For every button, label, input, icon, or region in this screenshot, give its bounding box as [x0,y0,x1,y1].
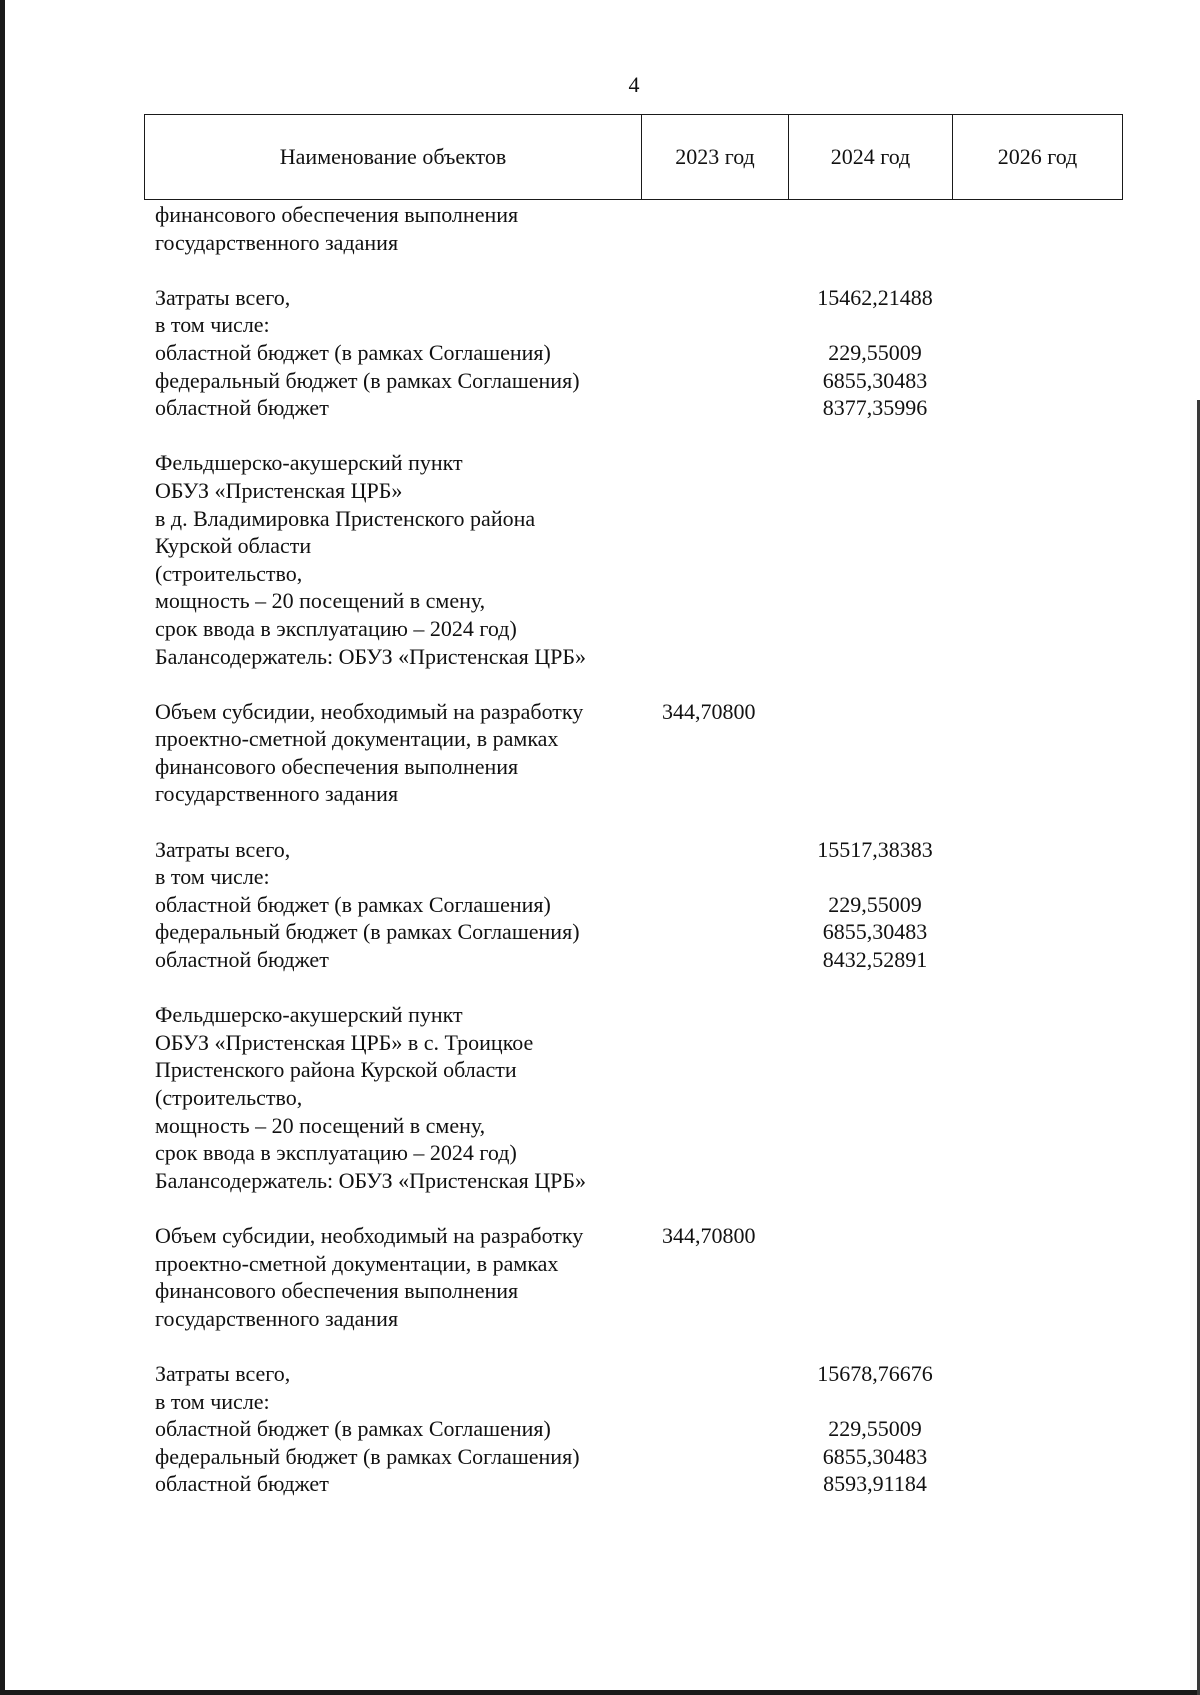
table-row [155,339,1155,367]
table-row [155,311,1155,339]
header-col-2024: 2024 год [789,115,953,199]
row-name: федеральный бюджет (в рамках Соглашения) [155,1443,580,1469]
table-row [155,532,1155,560]
table-row [155,1277,1155,1305]
row-value-2023: 344,70800 [662,698,756,724]
table-row [155,587,1155,615]
row-name: государственного задания [155,229,399,255]
scan-edge-left [0,0,5,1695]
table-row [155,725,1155,753]
table-row [155,1415,1155,1443]
row-name: в том числе: [155,1388,270,1414]
page-number-container [0,72,1200,98]
table-row [155,505,1155,533]
row-name: Объем субсидии, необходимый на разработку [155,1222,584,1248]
row-value-2024: 8593,91184 [823,1471,927,1497]
row-name: областной бюджет (в рамках Соглашения) [155,891,551,917]
row-name: Затраты всего, [155,284,291,310]
header-col-2023: 2023 год [642,115,789,199]
row-name: Затраты всего, [155,1360,291,1386]
table-row [155,1443,1155,1471]
row-name: Объем субсидии, необходимый на разработку [155,698,584,724]
row-name: Фельдшерско-акушерский пункт [155,450,463,476]
row-name: мощность – 20 посещений в смену, [155,1112,486,1138]
row-spacer [155,256,1155,284]
row-name: областной бюджет [155,947,329,973]
row-value-2024: 229,55009 [828,1416,922,1442]
table-row [155,477,1155,505]
row-name: проектно-сметной документации, в рамках [155,1250,559,1276]
table-row [155,780,1155,808]
table-row [155,560,1155,588]
table-row [155,201,1155,229]
row-name: Курской области [155,533,312,559]
row-name: Фельдшерско-акушерский пункт [155,1002,463,1028]
row-name: федеральный бюджет (в рамках Соглашения) [155,367,580,393]
row-name: областной бюджет [155,1471,329,1497]
row-name: Балансодержатель: ОБУЗ «Пристенская ЦРБ» [155,643,586,669]
row-name: областной бюджет (в рамках Соглашения) [155,339,551,365]
table-row [155,1250,1155,1278]
row-value-2024: 229,55009 [828,891,922,917]
row-name: финансового обеспечения выполнения [155,202,519,227]
table-row [155,229,1155,257]
row-value-2023: 344,70800 [662,1222,756,1248]
row-name: государственного задания [155,1305,399,1331]
table-row [155,946,1155,974]
table-row [155,1112,1155,1140]
table-row [155,615,1155,643]
table-row [155,1001,1155,1029]
table-row [155,367,1155,395]
row-spacer [155,974,1155,1002]
table-row [155,918,1155,946]
row-spacer [155,1194,1155,1222]
table-header [144,114,1123,200]
row-name: областной бюджет [155,395,329,421]
row-name: в д. Владимировка Пристенского района [155,505,536,531]
table-row [155,394,1155,422]
row-name: федеральный бюджет (в рамках Соглашения) [155,919,580,945]
row-name: ОБУЗ «Пристенская ЦРБ» [155,477,403,503]
row-value-2024: 15517,38383 [817,836,933,862]
row-name: срок ввода в эксплуатацию – 2024 год) [155,615,517,641]
page-number: 4 [628,72,640,97]
table-row [155,1167,1155,1195]
table-row [155,1305,1155,1333]
table-row [155,1084,1155,1112]
row-name: финансового обеспечения выполнения [155,753,519,779]
table-row [155,836,1155,864]
row-value-2024: 6855,30483 [822,367,928,393]
scan-edge-bottom [0,1690,1200,1695]
header-col-2026: 2026 год [997,144,1078,169]
table-row [155,284,1155,312]
row-name: областной бюджет (в рамках Соглашения) [155,1416,551,1442]
row-name: финансового обеспечения выполнения [155,1278,519,1304]
row-value-2024: 229,55009 [828,339,922,365]
table-row [155,1222,1155,1250]
row-name: Затраты всего, [155,836,291,862]
table-row [155,753,1155,781]
row-spacer [155,808,1155,836]
table-row [155,1470,1155,1498]
row-name: в том числе: [155,312,270,338]
table-row [155,1139,1155,1167]
table-row [155,1029,1155,1057]
row-spacer [155,422,1155,450]
row-name: государственного задания [155,781,399,807]
row-name: проектно-сметной документации, в рамках [155,726,559,752]
row-name: Пристенского района Курской области [155,1057,517,1083]
table-row [155,1388,1155,1416]
row-spacer [155,670,1155,698]
row-name: ОБУЗ «Пристенская ЦРБ» в с. Троицкое [155,1029,534,1055]
row-name: в том числе: [155,864,270,890]
row-name: срок ввода в эксплуатацию – 2024 год) [155,1140,517,1166]
row-value-2024: 8432,52891 [822,947,928,973]
row-name: мощность – 20 посещений в смену, [155,588,486,614]
table-row [155,449,1155,477]
row-name: (строительство, [155,560,303,586]
row-spacer [155,1332,1155,1360]
table-row [155,1360,1155,1388]
row-value-2024: 8377,35996 [822,395,928,421]
table-row [155,863,1155,891]
header-col-name: Наименование объектов [145,115,642,199]
table-row [155,698,1155,726]
row-name: (строительство, [155,1085,303,1110]
table-body [155,201,1155,1498]
table-row [155,891,1155,919]
row-value-2024: 6855,30483 [822,1443,928,1469]
row-value-2024: 6855,30483 [822,919,928,945]
table-row [155,643,1155,671]
table-row [155,1056,1155,1084]
row-value-2024: 15678,76676 [817,1360,933,1386]
row-name: Балансодержатель: ОБУЗ «Пристенская ЦРБ» [155,1167,586,1193]
row-value-2024: 15462,21488 [817,284,933,310]
